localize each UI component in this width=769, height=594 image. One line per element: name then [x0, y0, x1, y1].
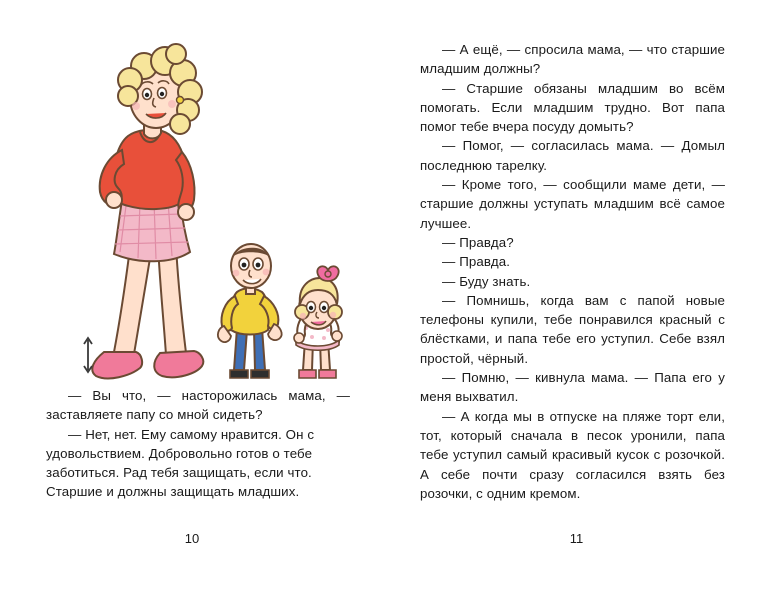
paragraph: — Помню, — кивнула мама. — Папа его у меня выхватил. — [420, 370, 725, 405]
page-number-right: 11 — [569, 531, 584, 546]
paragraph: — Правда? — [442, 234, 514, 250]
paragraph: — Буду знать. — [442, 273, 531, 289]
paragraph: — Помнишь, когда вам с папой новые телефоны купили, тебе понравился красный с блёстками, и папа тебе его уступил. Себе взял простой, чёрный. — [420, 292, 725, 366]
illustration-mother-and-children — [48, 40, 348, 380]
paragraph: — А когда мы в отпуске на пляже торт ели, тот, который сначала в песок уронили, папа тебе уступил самый красивый кусок с розочкой. А себе почти сразу согласился взять без розочки, с одним кремом. — [420, 408, 725, 501]
paragraph: — Правда. — [442, 254, 511, 270]
paragraph: — А ещё, — спросила мама, — что старшие младшим должны? — [420, 42, 725, 77]
paragraph: — Нет, нет. Ему самому нравится. Он с удовольствием. Добровольно готов о тебе заботиться. Рад тебя защищать, если что. Старшие и должны защищать младших. — [46, 426, 315, 500]
paragraph: — Кроме того, — сообщили маме дети, — старшие должны уступать младшим всё самое лучшее. — [420, 177, 725, 231]
cartoon-illustration-svg — [48, 40, 348, 380]
left-page-text — [46, 386, 350, 502]
left-page — [0, 0, 384, 594]
paragraph: — Помог, — согласилась мама. — Домыл последнюю тарелку. — [420, 138, 725, 173]
paragraph: — Старшие обязаны младшим во всём помогать. Если младшим трудно. Вот папа помог тебе вчера посуду домыть? — [420, 80, 725, 135]
right-page-text — [420, 40, 725, 503]
motion-lines — [84, 338, 92, 372]
paragraph: — Вы что, — насторожилась мама, — заставляете папу со мной сидеть? — [46, 388, 350, 423]
page-number-left: 10 — [184, 531, 200, 546]
right-page — [384, 0, 769, 594]
